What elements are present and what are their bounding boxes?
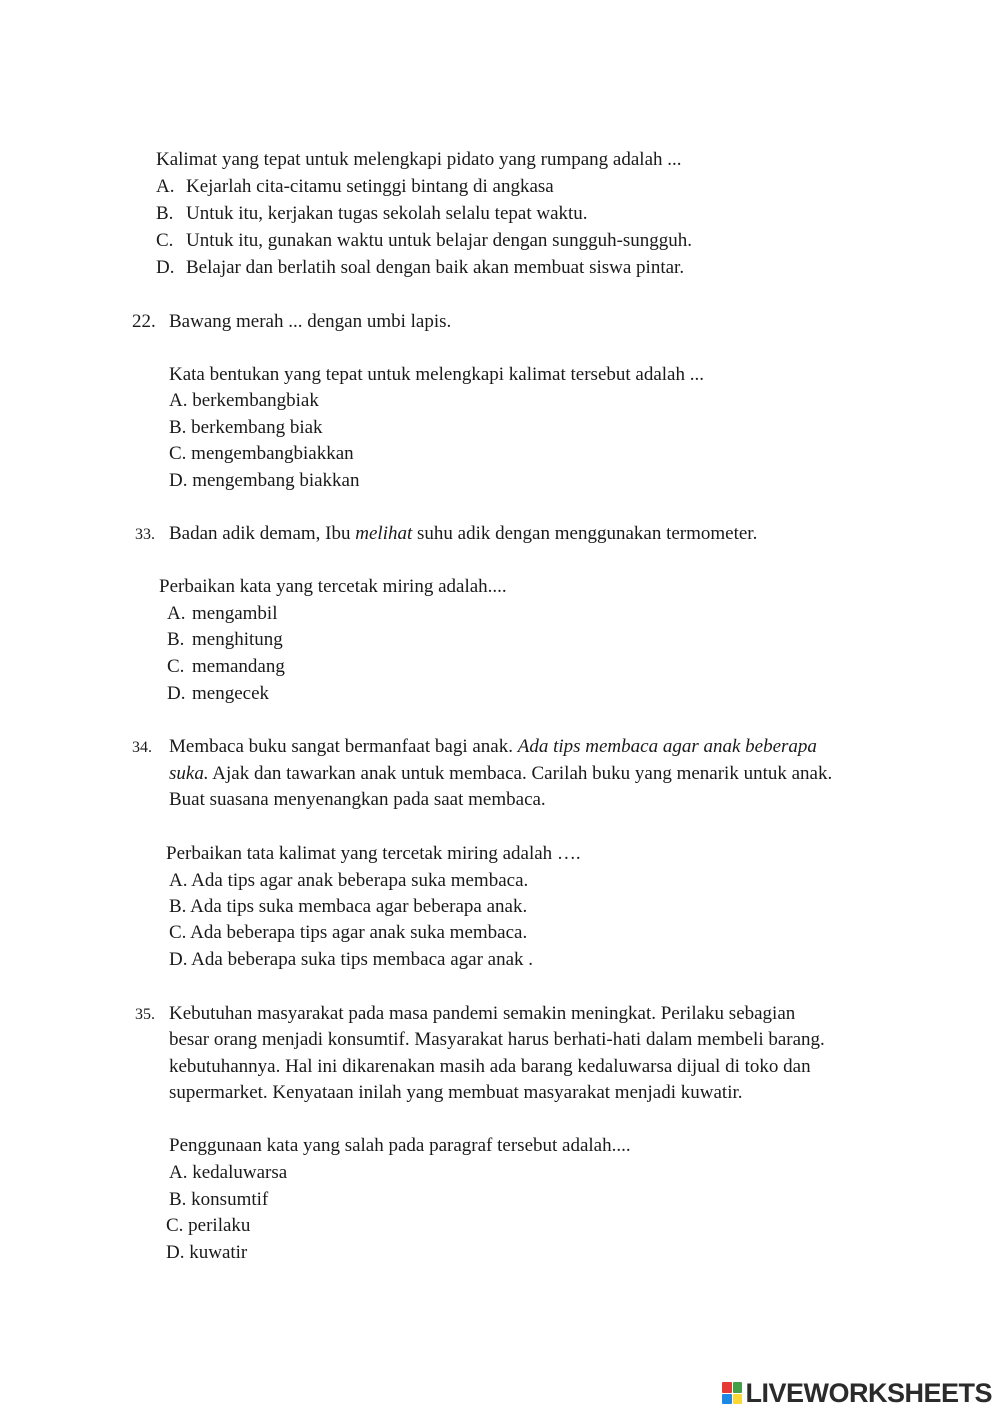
logo-square-green [733,1382,743,1393]
q35-option-d[interactable]: D. kuwatir [166,1242,248,1263]
q21-option-b[interactable] [156,203,588,225]
q35-option-c[interactable]: C. perilaku [166,1215,251,1236]
q34-line-2-italic: suka. [169,763,209,784]
q33-option-c-letter: C. [167,656,185,677]
q21-option-b-text: Untuk itu, kerjakan tugas sekolah selalu tepat waktu. [186,203,588,224]
q33-option-b-text: menghitung [192,629,283,650]
logo-square-red [722,1382,732,1393]
q33-option-d-letter: D. [167,683,186,704]
q34-line-1 [169,736,817,758]
q33-stem-italic: melihat [355,523,413,544]
q34-number: 34. [132,739,152,756]
q22-prompt: Kata bentukan yang tepat untuk melengkapi kalimat tersebut adalah ... [169,364,704,385]
q33-option-b[interactable] [167,629,283,651]
q21-option-d-text: Belajar dan berlatih soal dengan baik akan membuat siswa pintar. [186,257,685,278]
q35-option-a[interactable]: A. kedaluwarsa [169,1162,288,1183]
liveworksheets-logo-icon [722,1382,742,1404]
q21-option-a-letter: A. [156,176,175,197]
q33-option-a-text: mengambil [192,603,278,624]
q33-option-b-letter: B. [167,629,185,650]
q35-line-4: supermarket. Kenyataan inilah yang membuat masyarakat menjadi kuwatir. [169,1082,743,1103]
q21-prompt: Kalimat yang tepat untuk melengkapi pidato yang rumpang adalah ... [156,149,682,170]
q21-option-d-letter: D. [156,257,175,278]
q34-option-d[interactable]: D. Ada beberapa suka tips membaca agar anak . [169,949,534,970]
q21-option-c-letter: C. [156,230,174,251]
q21-option-a-text: Kejarlah cita-citamu setinggi bintang di angkasa [186,176,554,197]
q21-option-a[interactable] [156,176,554,198]
q35-line-1: Kebutuhan masyarakat pada masa pandemi semakin meningkat. Perilaku sebagian [169,1003,796,1024]
q35-number: 35. [135,1006,155,1023]
q33-option-d-text: mengecek [192,683,270,704]
q33-prompt: Perbaikan kata yang tercetak miring adalah.... [159,576,507,597]
q21-option-c[interactable] [156,230,692,252]
q34-line-2-plain: Ajak dan tawarkan anak untuk membaca. Carilah buku yang menarik untuk anak. [208,763,833,784]
q35-line-2: besar orang menjadi konsumtif. Masyarakat harus berhati-hati dalam membeli barang. [169,1029,825,1050]
liveworksheets-logo [722,1378,992,1408]
logo-square-yellow [733,1394,743,1405]
q34-option-c[interactable]: C. Ada beberapa tips agar anak suka membaca. [169,922,528,943]
q21-option-c-text: Untuk itu, gunakan waktu untuk belajar dengan sungguh-sungguh. [186,230,693,251]
q33-stem-before: Badan adik demam, Ibu [169,523,356,544]
q34-line-2 [169,763,832,785]
q33-option-a-letter: A. [167,603,186,624]
q33-option-a[interactable] [167,603,277,625]
q33-number: 33. [135,526,155,543]
q22-option-c[interactable]: C. mengembangbiakkan [169,443,354,464]
q22-option-a[interactable]: A. berkembangbiak [169,390,319,411]
q22-option-d[interactable]: D. mengembang biakkan [169,470,360,491]
q34-line-3: Buat suasana menyenangkan pada saat membaca. [169,789,546,810]
q34-prompt: Perbaikan tata kalimat yang tercetak miring adalah …. [166,843,581,864]
q22-option-b[interactable]: B. berkembang biak [169,417,323,438]
q34-line-1-plain: Membaca buku sangat bermanfaat bagi anak. [169,736,518,757]
q33-stem [169,523,757,545]
q21-option-b-letter: B. [156,203,174,224]
q34-line-1-italic: Ada tips membaca agar anak beberapa [517,736,817,757]
q33-option-c-text: memandang [192,656,285,677]
q35-option-b[interactable]: B. konsumtif [169,1189,269,1210]
liveworksheets-logo-text: LIVEWORKSHEETS [745,1377,992,1408]
q33-option-d[interactable] [167,683,269,705]
q34-option-b[interactable]: B. Ada tips suka membaca agar beberapa anak. [169,896,528,917]
q21-option-d[interactable] [156,257,684,279]
q22-stem: Bawang merah ... dengan umbi lapis. [169,311,452,332]
q22-number: 22. [132,311,156,332]
q34-option-a[interactable]: A. Ada tips agar anak beberapa suka membaca. [169,870,529,891]
q35-line-3: kebutuhannya. Hal ini dikarenakan masih ada barang kedaluwarsa dijual di toko dan [169,1056,811,1077]
logo-square-blue [722,1394,732,1405]
q35-prompt: Penggunaan kata yang salah pada paragraf tersebut adalah.... [169,1135,631,1156]
q33-option-c[interactable] [167,656,285,678]
q33-stem-after: suhu adik dengan menggunakan termometer. [412,523,758,544]
